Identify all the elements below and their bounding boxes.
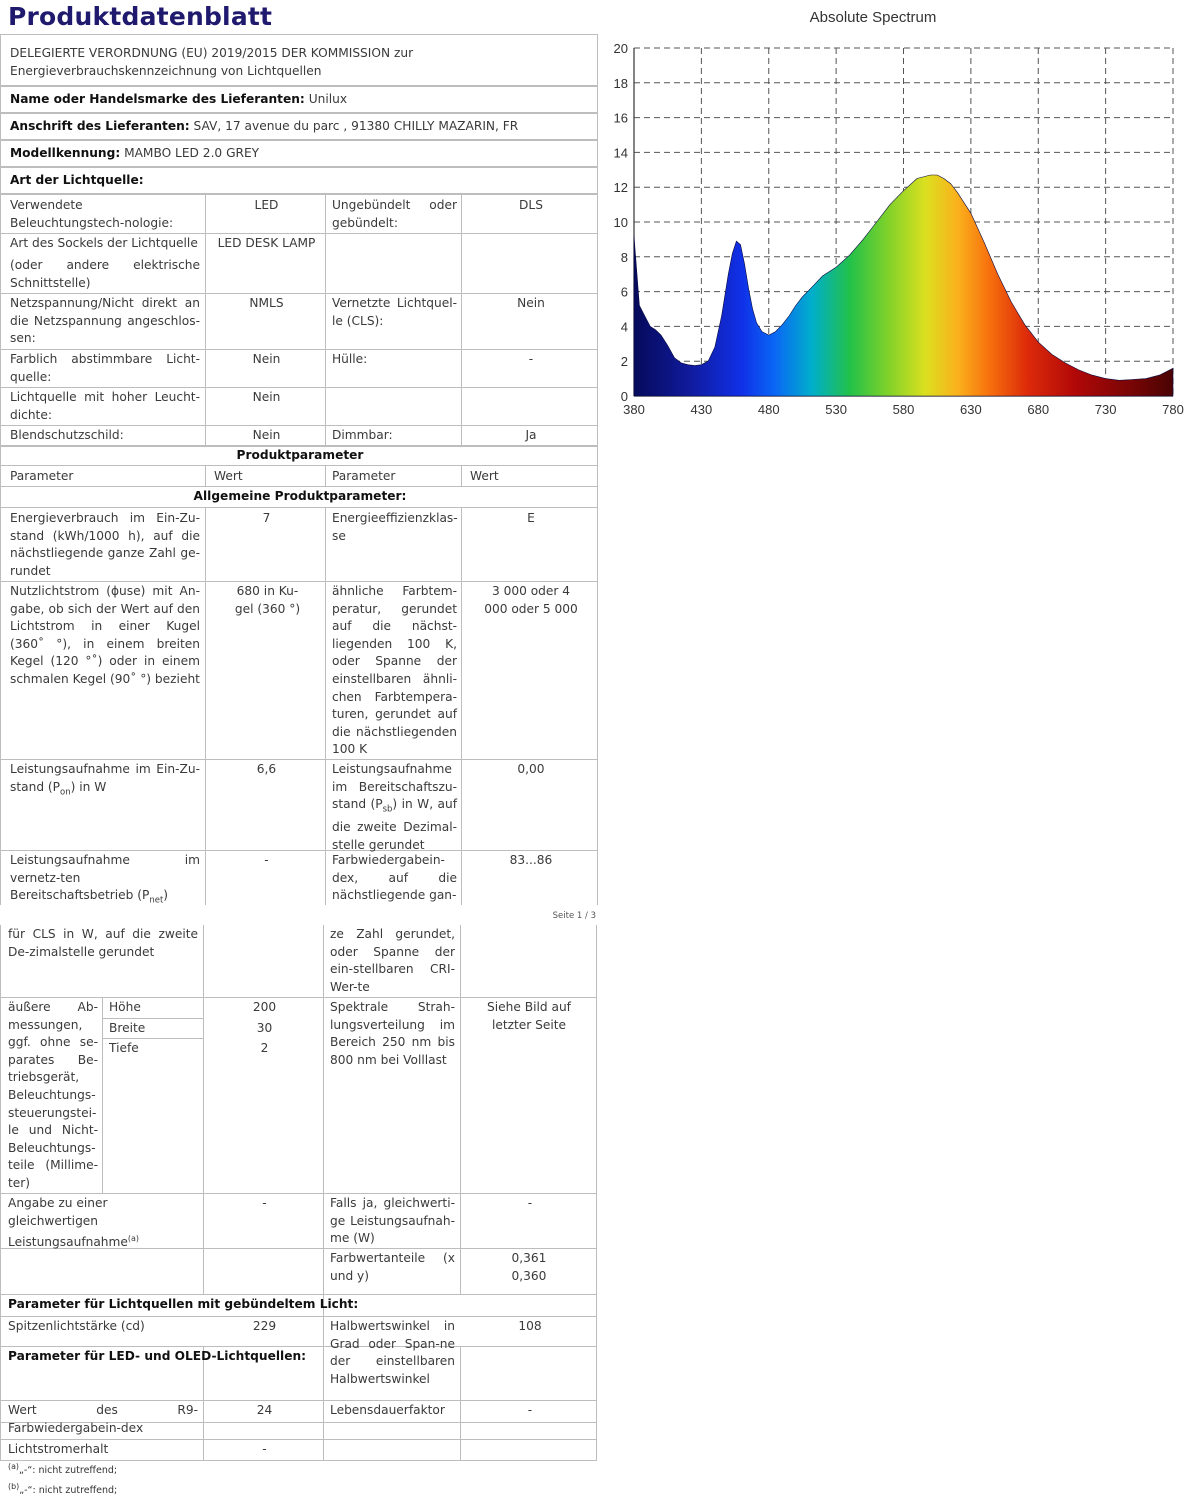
bundled-value: DLS xyxy=(519,198,543,212)
y-tick-16: 16 xyxy=(613,110,628,126)
y-tick-20: 20 xyxy=(613,41,628,56)
lumen-maintenance-value: - xyxy=(262,1442,267,1456)
energy-label: Energieverbrauch im Ein-Zu-stand (kWh/1000 h), auf die nächstliegende ganze Zahl ge-rundet xyxy=(10,511,200,578)
y-tick-18: 18 xyxy=(613,75,628,91)
equiv-power-w-value: - xyxy=(527,1196,533,1210)
general-params-header: Allgemeine Produktparameter: xyxy=(193,489,407,503)
tunable-label: Farblich abstimmbare Licht-quelle: xyxy=(10,352,200,384)
flux-value: 680 in Ku-gel (360 °) xyxy=(234,584,301,616)
cct-value: 3 000 oder 4 000 oder 5 000 xyxy=(484,584,578,616)
x-tick-480: 480 xyxy=(757,402,780,417)
cls-value: Nein xyxy=(517,296,545,310)
type-table xyxy=(0,194,598,446)
directional-header: Parameter für Lichtquellen mit gebündeltem Licht: xyxy=(8,1297,359,1311)
spectrum-area xyxy=(634,175,1173,396)
address-label: Anschrift des Lieferanten: xyxy=(10,119,190,133)
socket-label-b: (oder andere elektrische Schnittstelle) xyxy=(10,258,200,290)
x-tick-680: 680 xyxy=(1027,402,1050,417)
continuation-table xyxy=(0,925,597,1461)
cri-label-cont: ze Zahl gerundet, oder Spanne der ein-stellbaren CRI-Wer-te xyxy=(330,927,455,994)
beam-angle-label: Halbwertswinkel in Grad oder Span-ne der einstellbaren Halbwertswinkel xyxy=(330,1319,455,1386)
mains-label: Netzspannung/Nicht direkt an die Netzspannung angeschlos-sen: xyxy=(10,296,200,346)
power-standby-value: 0,00 xyxy=(517,762,545,776)
model-value: MAMBO LED 2.0 GREY xyxy=(124,146,260,160)
type-header: Art der Lichtquelle: xyxy=(10,173,144,187)
efficiency-class-value: E xyxy=(527,511,535,525)
spectrum-label: Spektrale Strah-lungsverteilung im Bereich 250 nm bis 800 nm bei Volllast xyxy=(330,1000,455,1067)
chart-title: Absolute Spectrum xyxy=(809,9,937,26)
tech-label: Verwendete Beleuchtungstech-nologie: xyxy=(10,198,174,230)
x-tick-labels xyxy=(623,402,1184,417)
supplier-row xyxy=(0,86,598,113)
power-net-value: - xyxy=(264,853,269,867)
cri-value: 83...86 xyxy=(509,853,553,867)
page-number: Seite 1 / 3 xyxy=(552,911,596,921)
x-tick-430: 430 xyxy=(690,402,713,417)
y-tick-12: 12 xyxy=(613,180,628,196)
y-tick-6: 6 xyxy=(620,284,628,300)
x-tick-380: 380 xyxy=(623,402,645,417)
chromaticity-value: 0,361 0,360 xyxy=(511,1251,547,1283)
dim-height-label: Höhe xyxy=(109,1000,141,1014)
envelope-label: Hülle: xyxy=(332,352,368,366)
x-tick-530: 530 xyxy=(825,402,847,417)
x-tick-730: 730 xyxy=(1094,402,1117,417)
type-header-row xyxy=(0,167,598,194)
dim-width-label: Breite xyxy=(109,1021,146,1035)
luminance-label: Lichtquelle mit hoher Leucht-dichte: xyxy=(10,390,200,422)
beam-angle-value: 108 xyxy=(518,1319,542,1333)
col-value-1: Wert xyxy=(214,469,243,483)
y-tick-0: 0 xyxy=(620,389,628,404)
footnote-b: $^{(b)}$„-“: nicht zutreffend; xyxy=(8,1482,118,1497)
y-tick-4: 4 xyxy=(620,319,628,335)
regulation-line-1: DELEGIERTE VERORDNUNG (EU) 2019/2015 DER KOMMISSION zur xyxy=(10,46,414,60)
dimmable-value: Ja xyxy=(525,428,537,442)
regulation-row xyxy=(0,34,598,86)
peak-intensity-value: 229 xyxy=(252,1319,277,1333)
chromaticity-label: Farbwertanteile (x und y) xyxy=(330,1251,455,1283)
peak-intensity-label: Spitzenlichtstärke (cd) xyxy=(8,1319,145,1333)
col-value-2: Wert xyxy=(470,469,499,483)
led-header: Parameter für LED- und OLED-Lichtquellen: xyxy=(8,1349,307,1363)
tech-value: LED xyxy=(254,198,279,212)
cri-label: Farbwiedergabein-dex, auf die nächstliegende gan- xyxy=(332,853,457,903)
equiv-power-w-label: Falls ja, gleichwerti-ge Leistungsaufnah-me (W) xyxy=(330,1196,455,1246)
equiv-power-label: Angabe zu einer gleichwertigen Leistungsaufnahme$^{(a)}$ xyxy=(8,1196,140,1250)
socket-label: Art des Sockels der Lichtquelle xyxy=(10,236,198,250)
model-row xyxy=(0,140,598,167)
y-tick-2: 2 xyxy=(620,354,628,370)
r9-label: Wert des R9-Farbwiedergabein-dex xyxy=(8,1403,198,1435)
power-on-value: 6,6 xyxy=(256,762,277,776)
dim-depth-value: 2 xyxy=(260,1041,269,1055)
dim-width-value: 30 xyxy=(256,1021,273,1035)
general-params-row xyxy=(0,487,598,508)
glare-label: Blendschutzschild: xyxy=(10,428,124,442)
y-tick-labels xyxy=(614,41,628,404)
address-value: SAV, 17 avenue du parc , 91380 CHILLY MAZARIN, FR xyxy=(193,119,519,133)
mains-value: NMLS xyxy=(249,296,284,310)
x-tick-580: 580 xyxy=(892,402,915,417)
power-net-label: Leistungsaufnahme im vernetz-ten Bereitschaftsbetrieb $(P_{net})$ xyxy=(10,853,200,905)
supplier-value: Unilux xyxy=(308,92,348,106)
cls-standby-label-cont: für CLS in W, auf die zweite De-zimalstelle gerundet xyxy=(8,927,198,959)
y-tick-14: 14 xyxy=(613,145,628,161)
general-params-table xyxy=(0,508,598,905)
y-tick-10: 10 xyxy=(613,215,628,230)
dim-height-value: 200 xyxy=(252,1000,277,1014)
energy-value: 7 xyxy=(262,511,271,525)
glare-value: Nein xyxy=(252,428,281,442)
lumen-maintenance-label: Lichtstromerhalt xyxy=(8,1442,109,1456)
bundled-label: Ungebündelt oder gebündelt: xyxy=(332,198,457,230)
luminance-value: Nein xyxy=(252,390,281,404)
envelope-value: - xyxy=(528,352,534,366)
supplier-label: Name oder Handelsmarke des Lieferanten: xyxy=(10,92,305,106)
dimmable-label: Dimmbar: xyxy=(332,428,393,442)
equiv-power-value: - xyxy=(262,1196,267,1210)
dimensions-label: äußere Ab-messungen, ggf. ohne se-parates Be-triebsgerät, Beleuchtungs-steuerungstei-le und Nicht-Beleuchtungs-teile (Millime-ter) xyxy=(8,1000,98,1190)
tunable-value: Nein xyxy=(252,352,281,366)
column-header-row xyxy=(0,466,598,487)
dim-depth-label: Tiefe xyxy=(109,1041,139,1055)
footnote-a: $^{(a)}$„-“: nicht zutreffend; xyxy=(8,1462,118,1477)
power-standby-label: Leistungsaufnahme im Bereitschaftszu-stand $(P_{sb})$ in W, auf die zweite Dezimal-stelle gerundet xyxy=(332,762,457,852)
x-tick-780: 780 xyxy=(1162,402,1184,417)
y-tick-8: 8 xyxy=(620,249,628,265)
spectrum-value: Siehe Bild auf letzter Seite xyxy=(487,1000,571,1032)
flux-label: Nutzlichtstrom (ϕuse) mit An-gabe, ob sich der Wert auf den Lichtstrom in einer Kugel (360˚ °), in einem breiten Kegel (120 °˚) oder in einem schmalen Kegel (90˚ °) bezieht xyxy=(10,584,200,686)
x-tick-630: 630 xyxy=(960,402,982,417)
efficiency-class-label: Energieeffizienzklas-se xyxy=(332,511,458,543)
model-label: Modellkennung: xyxy=(10,146,121,160)
page-title: Produktdatenblatt xyxy=(8,2,273,31)
col-parameter-2: Parameter xyxy=(332,469,396,483)
survival-factor-value: - xyxy=(527,1403,533,1417)
product-params-header: Produktparameter xyxy=(236,448,364,462)
address-row xyxy=(0,113,598,140)
regulation-line-2: Energieverbrauchskennzeichnung von Lichtquellen xyxy=(10,64,322,78)
r9-value: 24 xyxy=(256,1403,273,1417)
survival-factor-label: Lebensdauerfaktor xyxy=(330,1403,445,1417)
col-parameter-1: Parameter xyxy=(10,469,74,483)
cct-label: ähnliche Farbtem-peratur, gerundet auf die nächst-liegenden 100 K, oder Spanne der einstellbaren ähnli-chen Farbtempera-turen, gerundet auf die nächstliegenden 100 K xyxy=(332,584,457,757)
cls-label: Vernetzte Lichtquel-le (CLS): xyxy=(332,296,457,328)
product-params-row xyxy=(0,446,598,466)
spectrum-chart xyxy=(600,0,1188,430)
power-on-label: Leistungsaufnahme im Ein-Zu-stand $(P_{on})$ in W xyxy=(10,762,200,798)
socket-value: LED DESK LAMP xyxy=(217,236,316,250)
